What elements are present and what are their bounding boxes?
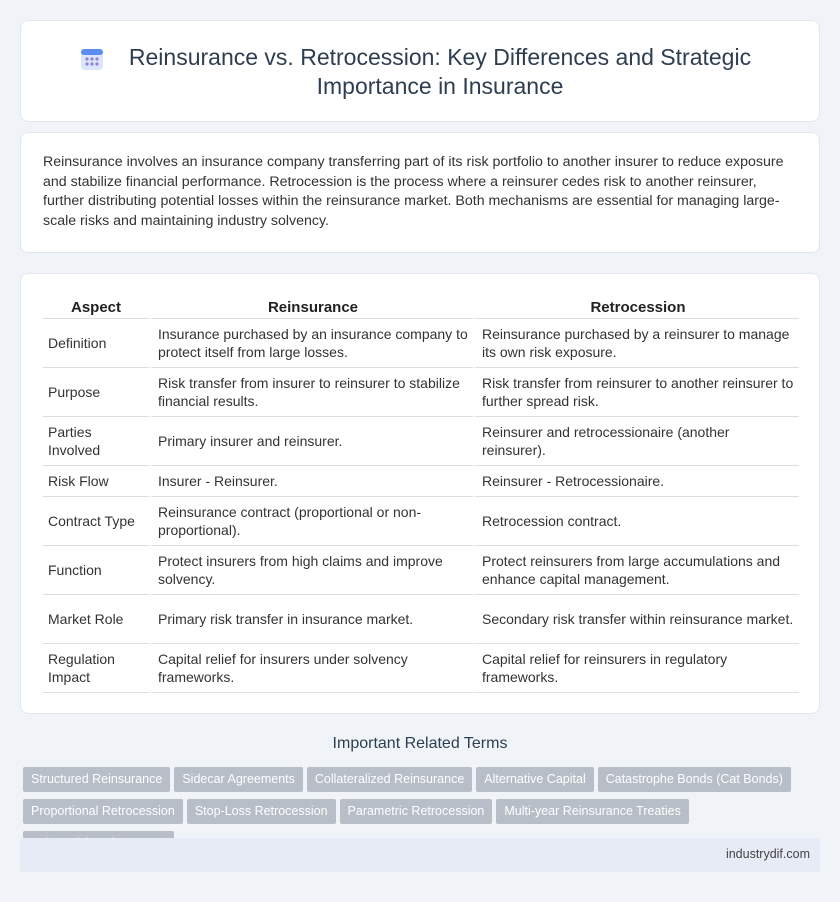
aspect-cell: Function xyxy=(43,546,149,595)
header-reinsurance: Reinsurance xyxy=(149,296,473,319)
related-term-tag[interactable]: Alternative Capital xyxy=(476,767,593,792)
reinsurance-cell: Insurance purchased by an insurance company to protect itself from large losses. xyxy=(149,319,473,368)
aspect-cell: Risk Flow xyxy=(43,466,149,497)
intro-paragraph: Reinsurance involves an insurance company transferring part of its risk portfolio to another insurer to reduce exposure and stabilize financial performance. Retrocession is the process where a reinsurer cedes risk to another reinsurer, further distributing potential losses within the reinsurance market. Both mechanisms are essential for managing large-scale risks and maintaining industry solvency. xyxy=(43,154,784,229)
reinsurance-cell: Reinsurance contract (proportional or non-proportional). xyxy=(149,497,473,546)
related-term-tag[interactable]: Structured Reinsurance xyxy=(23,767,170,792)
table-row xyxy=(43,319,799,368)
footer-site-link[interactable]: industrydif.com xyxy=(725,847,810,861)
retrocession-cell: Retrocession contract. xyxy=(473,497,799,546)
title-card xyxy=(20,20,820,122)
table-row xyxy=(43,546,799,595)
retrocession-cell: Reinsurance purchased by a reinsurer to manage its own risk exposure. xyxy=(473,319,799,368)
retrocession-cell: Reinsurer and retrocessionaire (another reinsurer). xyxy=(473,417,799,466)
retrocession-cell: Capital relief for reinsurers in regulatory frameworks. xyxy=(473,644,799,693)
related-term-tag[interactable]: Parametric Retrocession xyxy=(340,799,493,824)
table-row xyxy=(43,644,799,693)
related-term-tag[interactable]: Collateralized Reinsurance xyxy=(307,767,472,792)
aspect-cell: Contract Type xyxy=(43,497,149,546)
reinsurance-cell: Primary risk transfer in insurance market. xyxy=(149,595,473,644)
reinsurance-cell: Primary insurer and reinsurer. xyxy=(149,417,473,466)
related-term-tag[interactable]: Multi-year Reinsurance Treaties xyxy=(496,799,688,824)
related-term-tag[interactable]: Stop-Loss Retrocession xyxy=(187,799,336,824)
footer xyxy=(20,838,820,872)
aspect-cell: Definition xyxy=(43,319,149,368)
table-row xyxy=(43,595,799,644)
page-title: Reinsurance vs. Retrocession: Key Differences and Strategic Importance in Insurance xyxy=(128,44,752,99)
table-row xyxy=(43,368,799,417)
reinsurance-cell: Capital relief for insurers under solvency frameworks. xyxy=(149,644,473,693)
aspect-cell: Market Role xyxy=(43,595,149,644)
header-aspect: Aspect xyxy=(43,296,149,319)
retrocession-cell: Protect reinsurers from large accumulations and enhance capital management. xyxy=(473,546,799,595)
comparison-table xyxy=(43,296,799,693)
aspect-cell: Regulation Impact xyxy=(43,644,149,693)
aspect-cell: Parties Involved xyxy=(43,417,149,466)
header-retrocession: Retrocession xyxy=(473,296,799,319)
table-row xyxy=(43,466,799,497)
related-terms-title: Important Related Terms xyxy=(332,735,508,752)
intro-card xyxy=(20,132,820,253)
related-term-tag[interactable]: Sidecar Agreements xyxy=(174,767,303,792)
reinsurance-cell: Protect insurers from high claims and improve solvency. xyxy=(149,546,473,595)
table-row xyxy=(43,497,799,546)
retrocession-cell: Risk transfer from reinsurer to another reinsurer to further spread risk. xyxy=(473,368,799,417)
related-term-tag[interactable]: Proportional Retrocession xyxy=(23,799,183,824)
retrocession-cell: Secondary risk transfer within reinsurance market. xyxy=(473,595,799,644)
retrocession-cell: Reinsurer - Retrocessionaire. xyxy=(473,466,799,497)
reinsurance-cell: Insurer - Reinsurer. xyxy=(149,466,473,497)
reinsurance-cell: Risk transfer from insurer to reinsurer to stabilize financial results. xyxy=(149,368,473,417)
comparison-card xyxy=(20,273,820,714)
related-term-tag[interactable]: Catastrophe Bonds (Cat Bonds) xyxy=(598,767,791,792)
table-row xyxy=(43,417,799,466)
table-header-row xyxy=(43,296,799,319)
aspect-cell: Purpose xyxy=(43,368,149,417)
